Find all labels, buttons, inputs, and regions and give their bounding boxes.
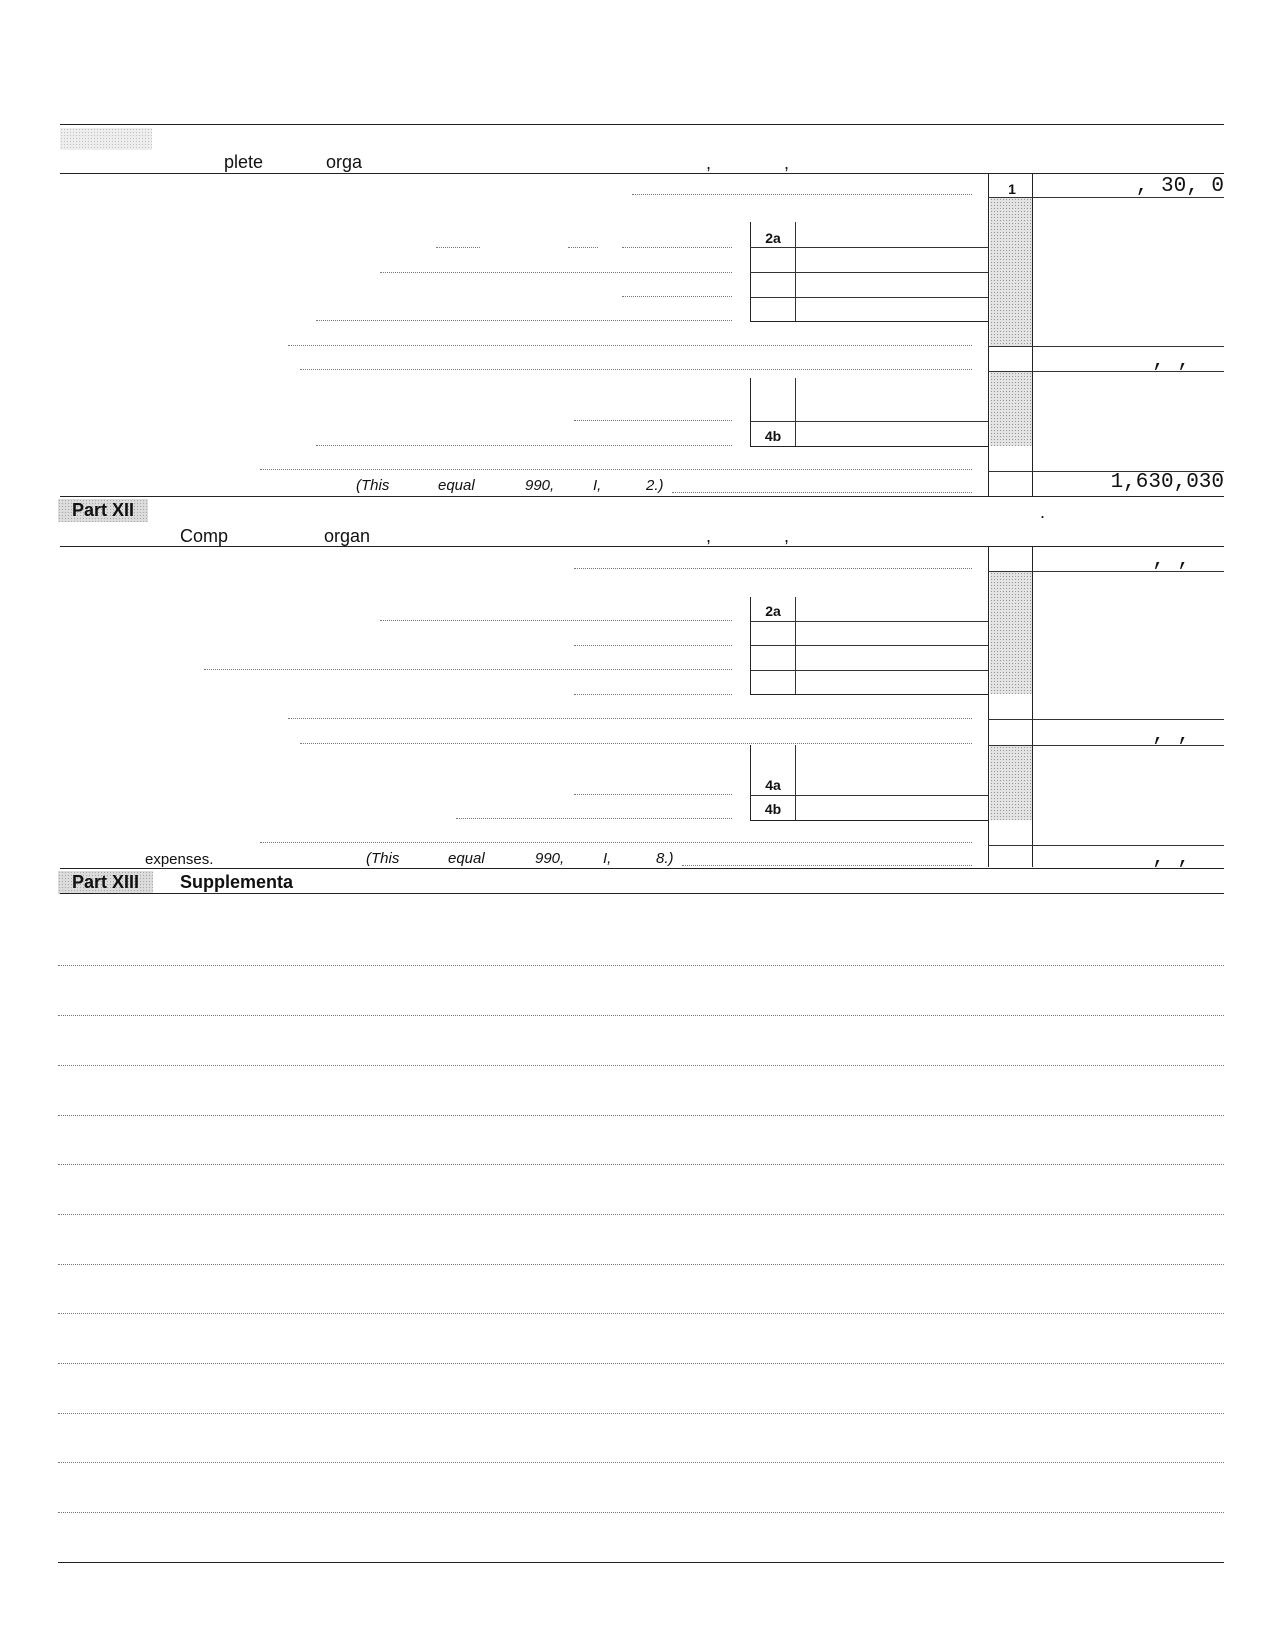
comma-mark: , [784, 153, 790, 173]
header-shaded-block [60, 128, 152, 150]
comma-mark: , [706, 526, 712, 546]
comma-mark: , [784, 526, 790, 546]
xii-line-5-note-word: (This [366, 850, 400, 867]
xii-line-5-note-word: 990, [535, 850, 565, 867]
xii-line-2a-number: 2a [765, 603, 781, 619]
supplemental-line [58, 1065, 1224, 1066]
leader-dots [204, 669, 732, 670]
leader-dots [672, 492, 972, 493]
top-rule [60, 124, 1224, 125]
xii-line-5-note-word: I, [603, 850, 612, 867]
leader-dots [260, 469, 972, 470]
part-xiii-label: Part XIII [58, 871, 153, 894]
shaded-cell [990, 372, 1032, 446]
row-line [988, 346, 1224, 347]
line-5-note-word: 990, [525, 477, 555, 494]
leader-dots [300, 743, 972, 744]
inner-box-row-line [750, 670, 988, 671]
line-number-column-right [1032, 174, 1033, 496]
leader-dots [316, 320, 732, 321]
leader-dots [622, 247, 732, 248]
leader-dots [574, 794, 732, 795]
leader-dots [380, 620, 732, 621]
xii-line-5-note-word: 8.) [656, 850, 674, 867]
inner-box-left [750, 745, 751, 820]
xii-line-5-note-word: equal [448, 850, 485, 867]
leader-dots [380, 272, 732, 273]
leader-dots [574, 645, 732, 646]
inner-box-row-line [750, 247, 988, 248]
leader-dots [300, 369, 972, 370]
line-5-note-word: (This [356, 477, 390, 494]
inner-box-divider [795, 378, 796, 446]
leader-dots [568, 247, 598, 248]
part-xii-label: Part XII [58, 499, 148, 522]
line-2a-number: 2a [765, 230, 781, 246]
inner-box-bottom [750, 694, 988, 695]
row-line [988, 719, 1224, 720]
line-5-amount: 1,630,030 [1110, 471, 1224, 494]
leader-dots [622, 296, 732, 297]
part-xii-bottom-rule [60, 868, 1224, 869]
line-3-amount: , , [1152, 350, 1190, 373]
part-xiii-heading-rule [60, 893, 1224, 894]
part-xii-heading-fragment-1: Comp [180, 526, 229, 546]
xii-line-5-amount: , , [1152, 847, 1190, 870]
line-5-note-word: equal [438, 477, 475, 494]
line-4b-number: 4b [764, 428, 782, 444]
leader-dots [436, 247, 480, 248]
xii-line-4a-number: 4a [765, 777, 781, 793]
part-xi-heading-rule [60, 173, 1224, 174]
inner-box-row-line [750, 645, 988, 646]
xii-line-1-amount: , , [1152, 549, 1190, 572]
shaded-cell [990, 746, 1032, 820]
inner-box-row-line [750, 795, 988, 796]
supplemental-line [58, 1313, 1224, 1314]
leader-dots [288, 718, 972, 719]
line-1-amount: , 30, 0 [1135, 175, 1224, 198]
supplemental-line [58, 1413, 1224, 1414]
leader-dots [682, 865, 972, 866]
part-xi-bottom-rule [60, 496, 1224, 497]
inner-box-divider [795, 745, 796, 820]
leader-dots [574, 568, 972, 569]
inner-box-bottom [750, 446, 988, 447]
supplemental-line [58, 1115, 1224, 1116]
supplemental-line [58, 965, 1224, 966]
leader-dots [456, 818, 732, 819]
part-xi-heading-fragment-1: plete [224, 152, 264, 172]
line-5-note-word: 2.) [646, 477, 664, 494]
xii-line-3-amount: , , [1152, 724, 1190, 747]
leader-dots [260, 842, 972, 843]
supplemental-line [58, 1462, 1224, 1463]
line-number-column-left [988, 174, 989, 496]
shaded-cell [990, 198, 1032, 346]
part-xiii-title: Supplementa [180, 872, 294, 892]
supplemental-line [58, 1015, 1224, 1016]
line-number-column-left [988, 547, 989, 867]
dot-mark: . [1040, 502, 1046, 522]
supplemental-line [58, 1363, 1224, 1364]
inner-box-row-line [750, 272, 988, 273]
leader-dots [316, 445, 732, 446]
line-5-note-word: I, [593, 477, 602, 494]
part-xi-heading-fragment-2: orga [326, 152, 363, 172]
inner-box-row-line [750, 621, 988, 622]
bottom-rule [58, 1562, 1224, 1563]
inner-box-bottom [750, 321, 988, 322]
inner-box-bottom [750, 820, 988, 821]
comma-mark: , [706, 153, 712, 173]
supplemental-line [58, 1512, 1224, 1513]
row-line [988, 845, 1224, 846]
leader-dots [574, 420, 732, 421]
xii-line-4b-number: 4b [764, 801, 782, 817]
shaded-cell [990, 572, 1032, 694]
supplemental-line [58, 1264, 1224, 1265]
leader-dots [632, 194, 972, 195]
inner-box-row-line [750, 421, 988, 422]
supplemental-line [58, 1214, 1224, 1215]
inner-box-left [750, 378, 751, 446]
inner-box-row-line [750, 297, 988, 298]
part-xii-heading-rule [60, 546, 1224, 547]
leader-dots [574, 694, 732, 695]
line-1-number: 1 [1008, 181, 1016, 197]
leader-dots [288, 345, 972, 346]
part-xii-heading-fragment-2: organ [324, 526, 371, 546]
supplemental-line [58, 1164, 1224, 1165]
line-number-column-right [1032, 547, 1033, 867]
xii-line-5-start: expenses. [145, 851, 214, 868]
